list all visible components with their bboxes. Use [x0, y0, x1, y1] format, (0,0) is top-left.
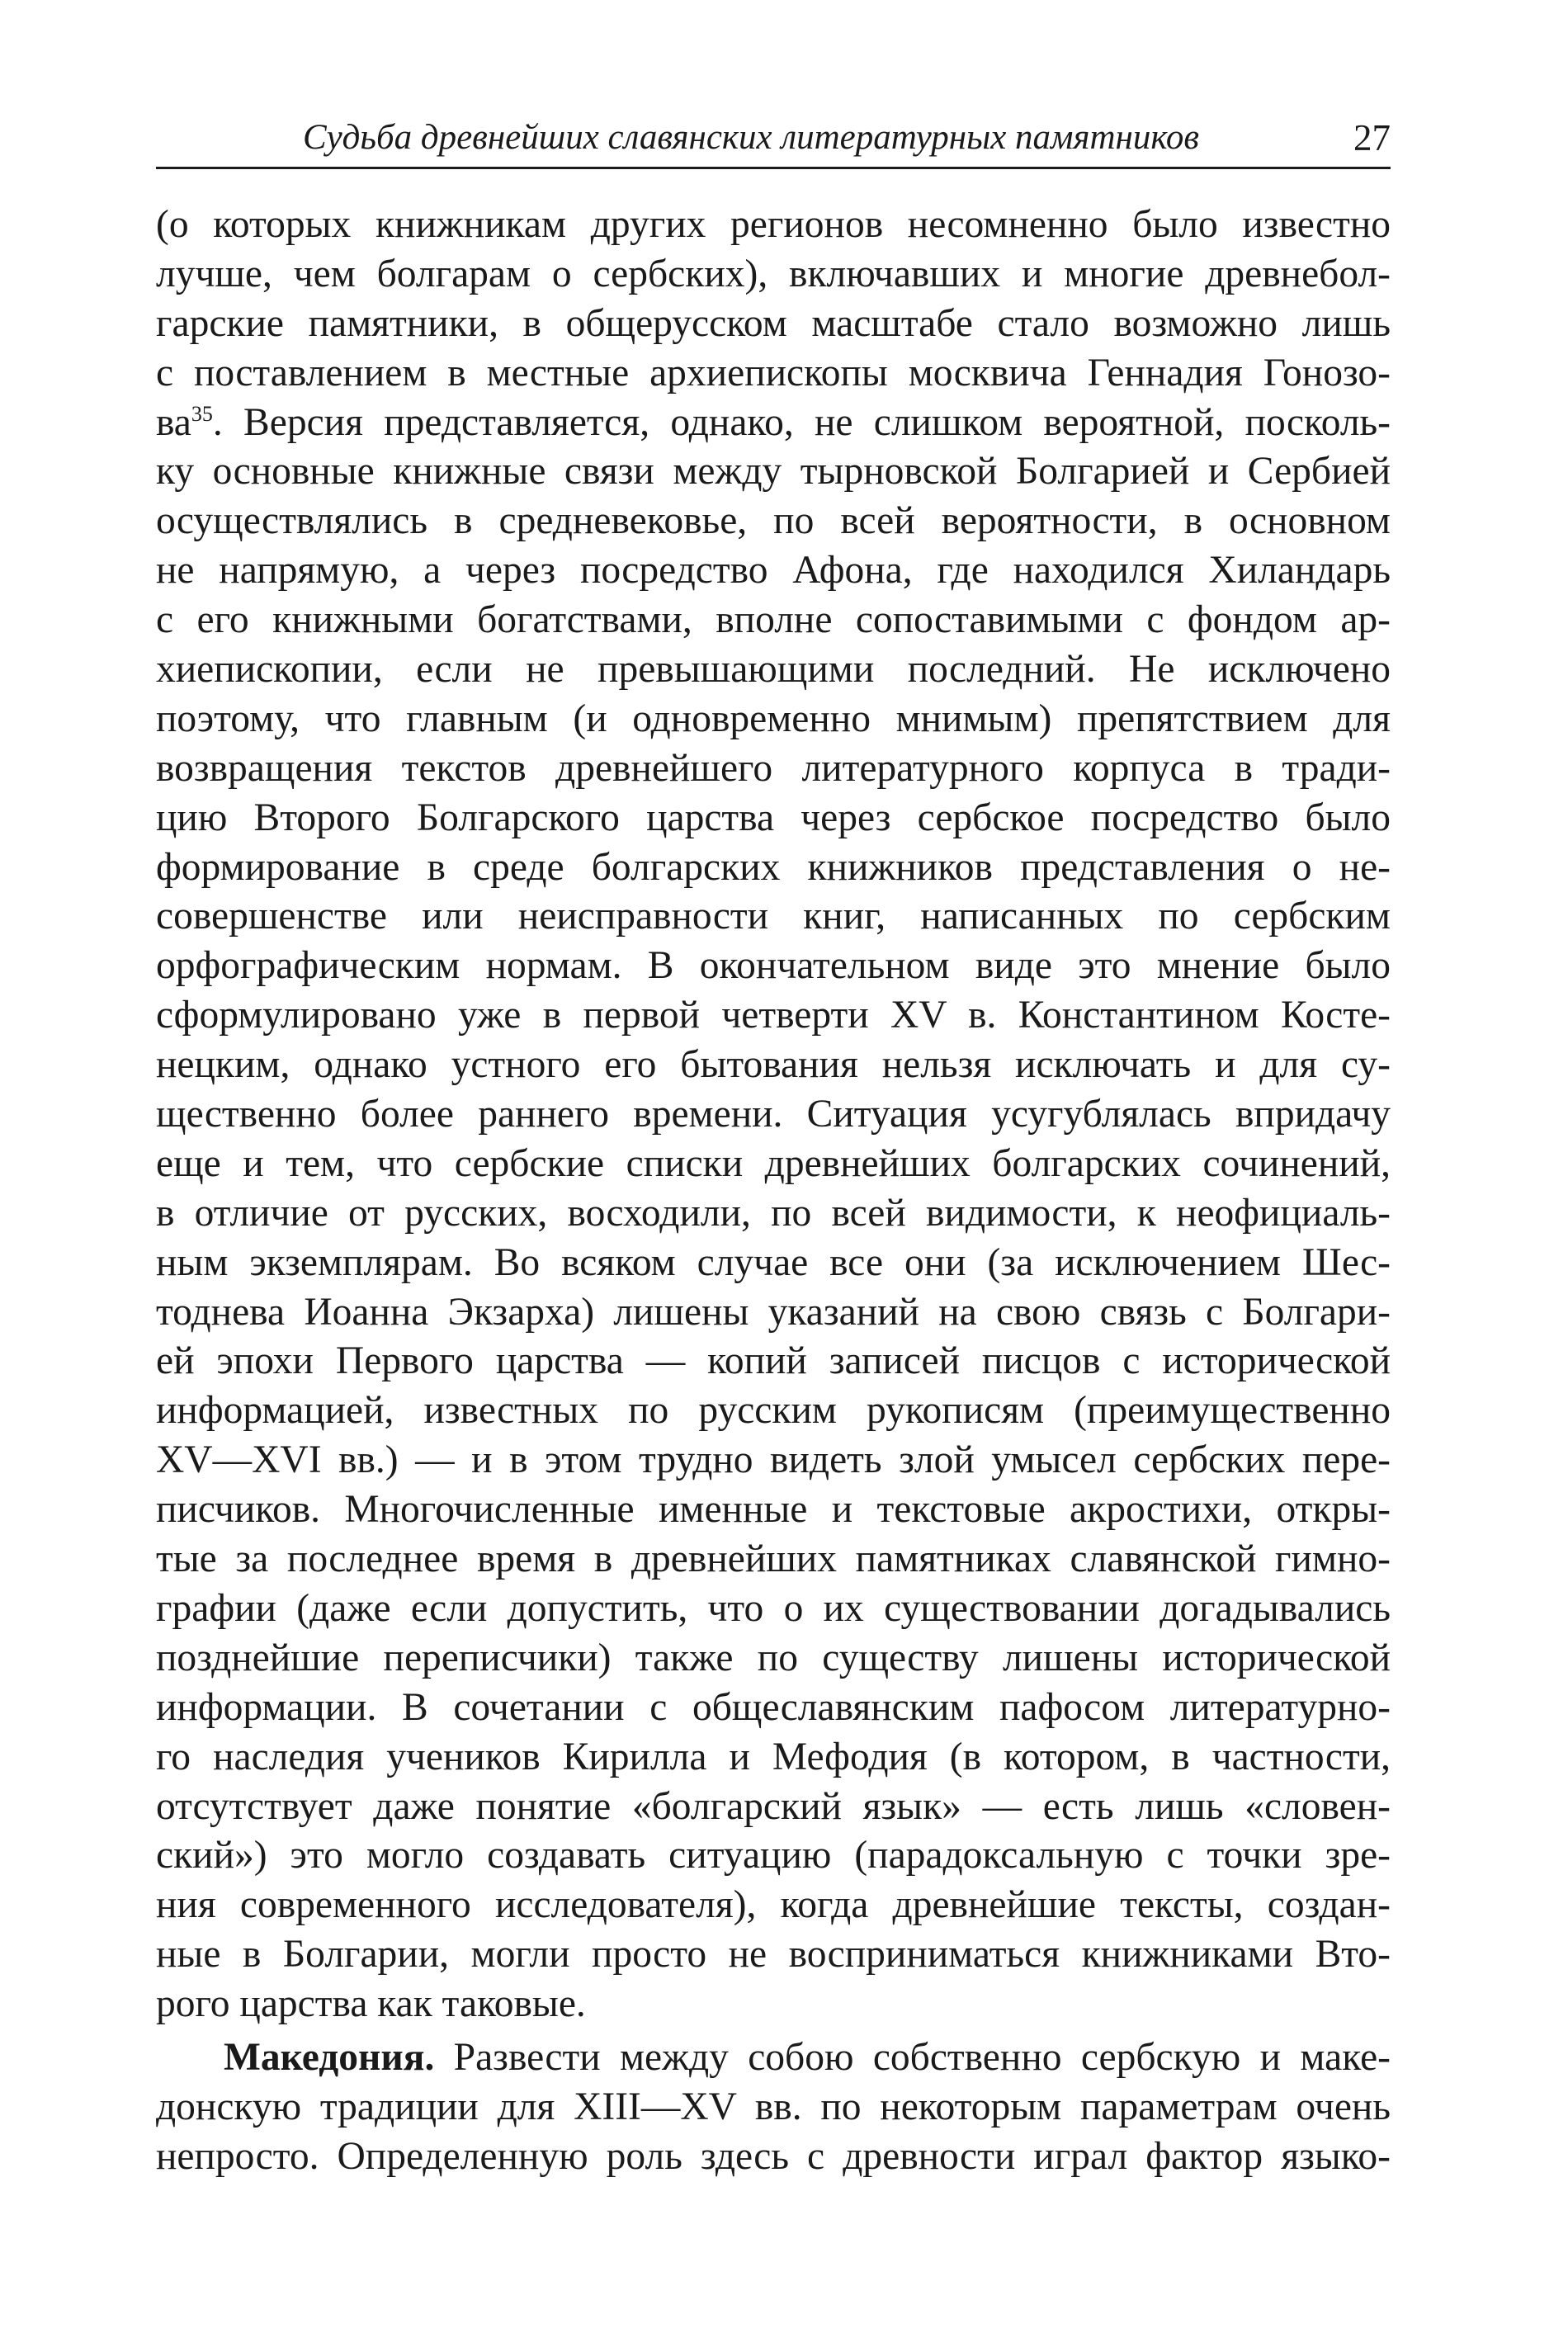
body-text — [156, 201, 1391, 2182]
text-line: информацией, известных по русским рукописям (преимущественно — [156, 1389, 1391, 1433]
text-line — [156, 399, 1391, 448]
text-line: рого царства как таковые. — [156, 1982, 586, 2026]
text-fragment: . Версия представляется, однако, не слишком вероятной, посколь- — [212, 400, 1391, 444]
text-line: формирование в среде болгарских книжников представления о не- — [156, 845, 1391, 889]
text-line: тые за последнее время в древнейших памятниках славянской гимно- — [156, 1537, 1391, 1581]
text-line: с поставлением в местные архиепископы москвича Геннадия Гонозо- — [156, 351, 1391, 394]
text-line: хиепископии, если не превышающими последний. Не исключено — [156, 648, 1391, 692]
text-line: позднейшие переписчики) также по существу лишены исторической — [156, 1636, 1391, 1679]
text-line: орфографическим нормам. В окончательном виде это мнение было — [156, 944, 1391, 988]
text-line: графии (даже если допустить, что о их существовании догадывались — [156, 1586, 1391, 1630]
running-header — [156, 112, 1391, 169]
text-line: гарские памятники, в общерусском масштабе стало возможно лишь — [156, 301, 1391, 345]
text-line: с его книжными богатствами, вполне сопоставимыми с фондом ар- — [156, 598, 1391, 642]
text-fragment: ва — [156, 400, 191, 444]
section-heading: Македония. — [224, 2035, 435, 2079]
text-line: возвращения текстов древнейшего литературного корпуса в тради- — [156, 746, 1391, 790]
page-number: 27 — [1353, 117, 1391, 158]
text-line: ным экземплярам. Во всяком случае все они (за исключением Шес- — [156, 1240, 1391, 1284]
text-line: ния современного исследователя), когда древнейшие тексты, создан- — [156, 1883, 1391, 1927]
text-line: го наследия учеников Кирилла и Мефодия (в котором, в частности, — [156, 1735, 1391, 1778]
text-line: тоднева Иоанна Экзарха) лишены указаний на свою связь с Болгари- — [156, 1290, 1391, 1334]
text-line: совершенстве или неисправности книг, написанных по сербским — [156, 895, 1391, 938]
text-line: ей эпохи Первого царства — копий записей писцов с исторической — [156, 1339, 1391, 1383]
text-fragment: Развести между собою собственно сербскую и маке- — [434, 2035, 1391, 2079]
running-title: Судьба древнейших славянских литературных памятников — [303, 118, 1200, 157]
text-line: отсутствует даже понятие «болгарский язык» — есть лишь «словен- — [156, 1784, 1391, 1828]
text-line: непросто. Определенную роль здесь с древности играл фактор языко- — [156, 2134, 1391, 2178]
text-line: ский») это могло создавать ситуацию (парадоксальную с точки зре- — [156, 1834, 1391, 1877]
text-line: еще и тем, что сербские списки древнейших болгарских сочинений, — [156, 1141, 1391, 1185]
text-line: сформулировано уже в первой четверти XV в. Константином Косте- — [156, 994, 1391, 1037]
text-line — [156, 2033, 1391, 2083]
text-line: осуществлялись в средневековье, по всей вероятности, в основном — [156, 499, 1391, 543]
text-line: щественно более раннего времени. Ситуация усугублялась впридачу — [156, 1093, 1391, 1136]
text-line: нецким, однако устного его бытования нельзя исключать и для су- — [156, 1043, 1391, 1087]
text-line: лучше, чем болгарам о сербских), включавших и многие древнебол- — [156, 252, 1391, 295]
text-line: ку основные книжные связи между тырновской Болгарией и Сербией — [156, 450, 1391, 494]
text-line: не напрямую, а через посредство Афона, где находился Хиландарь — [156, 549, 1391, 593]
footnote-marker: 35 — [191, 401, 213, 426]
text-line: (о которых книжникам других регионов несомненно было известно — [156, 203, 1391, 246]
text-line: поэтому, что главным (и одновременно мнимым) препятствием для — [156, 697, 1391, 740]
text-line: XV—XVI вв.) — и в этом трудно видеть злой умысел сербских пере- — [156, 1438, 1391, 1482]
text-line: в отличие от русских, восходили, по всей видимости, к неофициаль- — [156, 1191, 1391, 1235]
text-line: писчиков. Многочисленные именные и текстовые акростихи, откры- — [156, 1488, 1391, 1532]
text-line: донскую традиции для XIII—XV вв. по некоторым параметрам очень — [156, 2085, 1391, 2128]
text-line: информации. В сочетании с общеславянским пафосом литературно- — [156, 1685, 1391, 1729]
text-line: ные в Болгарии, могли просто не восприниматься книжниками Вто- — [156, 1933, 1391, 1977]
text-line: цию Второго Болгарского царства через сербское посредство было — [156, 796, 1391, 839]
